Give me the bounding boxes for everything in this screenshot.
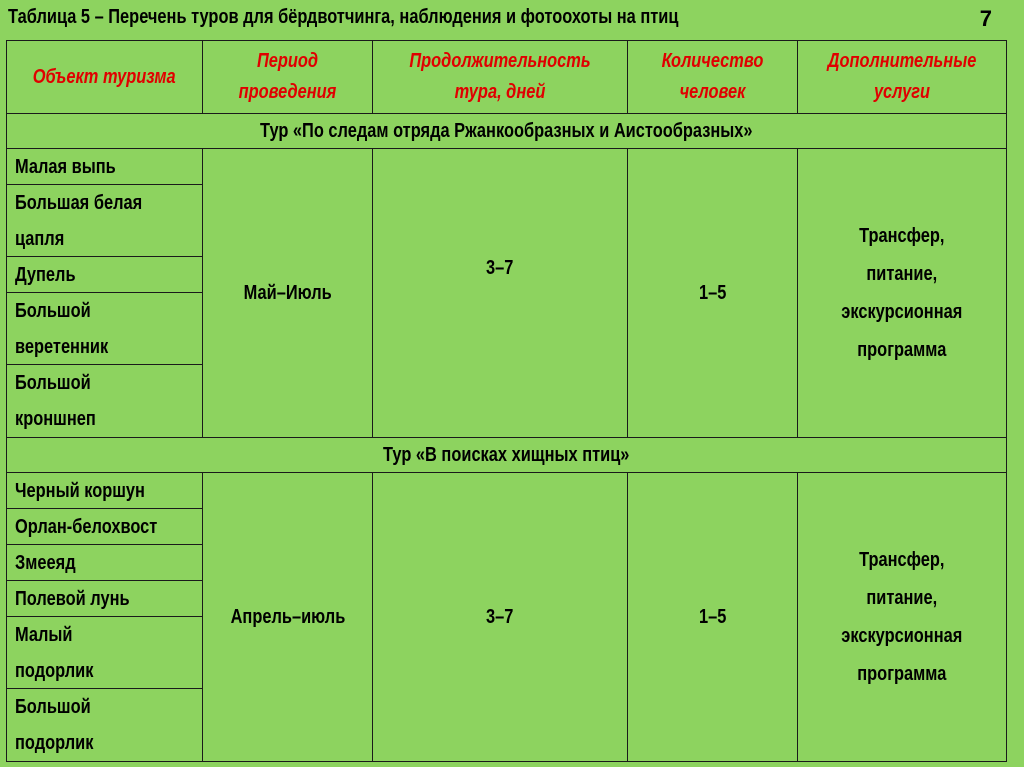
bird-item: Орлан-белохвост xyxy=(7,509,202,545)
bird-item: Большой кроншнеп xyxy=(15,372,96,430)
title-bar xyxy=(8,6,1008,36)
bird-list xyxy=(7,473,203,762)
tour-people: 1–5 xyxy=(628,473,798,762)
bird-item: Полевой лунь xyxy=(7,581,202,617)
tour-period: Апрель–июль xyxy=(203,473,373,762)
bird-item: Большая белая цапля xyxy=(7,185,202,257)
tour-row xyxy=(7,149,1007,438)
tour-services: Трансфер, питание, экскурсионная программа xyxy=(798,473,1007,762)
page-number: 7 xyxy=(979,6,992,31)
header-duration: Продолжительность тура, дней xyxy=(373,41,628,114)
tour-people: 1–5 xyxy=(628,149,798,438)
header-object: Объект туризма xyxy=(7,41,203,114)
tour-name: Тур «В поисках хищных птиц» xyxy=(7,438,1007,473)
bird-item: Черный коршун xyxy=(7,473,202,509)
tour-heading-row xyxy=(7,114,1007,149)
tour-duration: 3–7 xyxy=(373,149,628,438)
tour-duration: 3–7 xyxy=(373,473,628,762)
header-row xyxy=(7,41,1007,114)
bird-item: Дупель xyxy=(7,257,202,293)
header-period: Период проведения xyxy=(203,41,373,114)
bird-item: Большой веретенник xyxy=(7,293,202,365)
bird-item: Большой подорлик xyxy=(15,696,94,754)
tours-table xyxy=(6,40,1007,762)
table-title: Таблица 5 – Перечень туров для бёрдвотчинга, наблюдения и фотоохоты на птиц xyxy=(8,6,679,28)
bird-item: Малый подорлик xyxy=(7,617,202,689)
bird-item: Малая выпь xyxy=(7,149,202,185)
header-people: Количество человек xyxy=(628,41,798,114)
tour-name: Тур «По следам отряда Ржанкообразных и Аистообразных» xyxy=(7,114,1007,149)
tour-row xyxy=(7,473,1007,762)
header-services: Дополнительные услуги xyxy=(798,41,1007,114)
tour-period: Май–Июль xyxy=(203,149,373,438)
bird-list xyxy=(7,149,203,438)
bird-item: Змееяд xyxy=(7,545,202,581)
tour-services: Трансфер, питание, экскурсионная программа xyxy=(798,149,1007,438)
tour-heading-row xyxy=(7,438,1007,473)
